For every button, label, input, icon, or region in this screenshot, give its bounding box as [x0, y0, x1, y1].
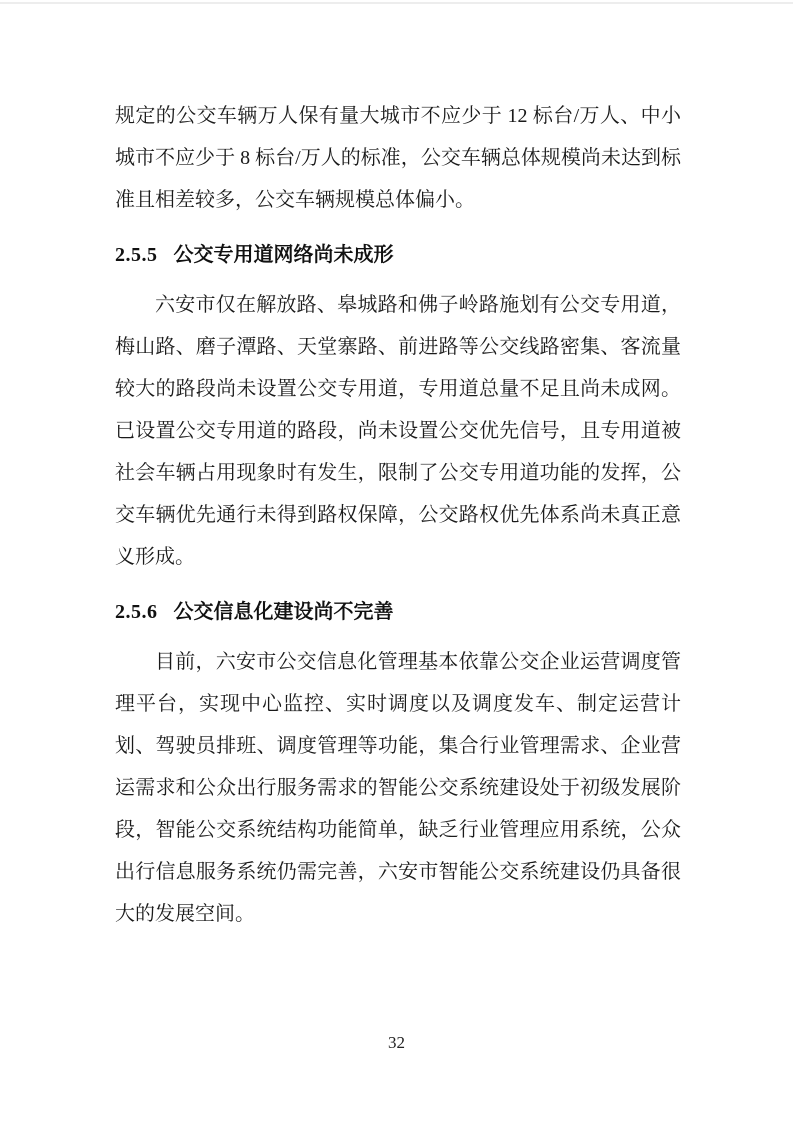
- page-number: 32: [388, 1033, 405, 1052]
- paragraph-bus-lane-network: 六安市仅在解放路、皋城路和佛子岭路施划有公交专用道，梅山路、磨子潭路、天堂寨路、前进路等公交线路密集、客流量较大的路段尚未设置公交专用道，专用道总量不足且尚未成网。已设置公交专用道的路段，尚未设置公交优先信号，且专用道被社会车辆占用现象时有发生，限制了公交专用道功能的发挥，公交车辆优先通行未得到路权保障，公交路权优先体系尚未真正意义形成。: [115, 294, 681, 568]
- heading-title: 公交专用道网络尚未成形: [173, 244, 394, 266]
- page-footer: [0, 1033, 793, 1053]
- paragraph-bus-fleet-scale: 规定的公交车辆万人保有量大城市不应少于 12 标台/万人、中小城市不应少于 8 标台/万人的标准，公交车辆总体规模尚未达到标准且相差较多，公交车辆规模总体偏小。: [115, 105, 681, 211]
- heading-number: 2.5.6: [115, 601, 158, 623]
- page-content: [115, 95, 681, 935]
- heading-title: 公交信息化建设尚不完善: [173, 601, 394, 623]
- section-heading-2-5-5: [115, 234, 681, 276]
- page-top-edge-divider: [0, 2, 793, 4]
- heading-number: 2.5.5: [115, 244, 158, 266]
- paragraph-informatization: 目前，六安市公交信息化管理基本依靠公交企业运营调度管理平台，实现中心监控、实时调度以及调度发车、制定运营计划、驾驶员排班、调度管理等功能，集合行业管理需求、企业营运需求和公众出行服务需求的智能公交系统建设处于初级发展阶段，智能公交系统结构功能简单，缺乏行业管理应用系统，公众出行信息服务系统仍需完善，六安市智能公交系统建设仍具备很大的发展空间。: [115, 651, 681, 925]
- section-heading-2-5-6: [115, 591, 681, 633]
